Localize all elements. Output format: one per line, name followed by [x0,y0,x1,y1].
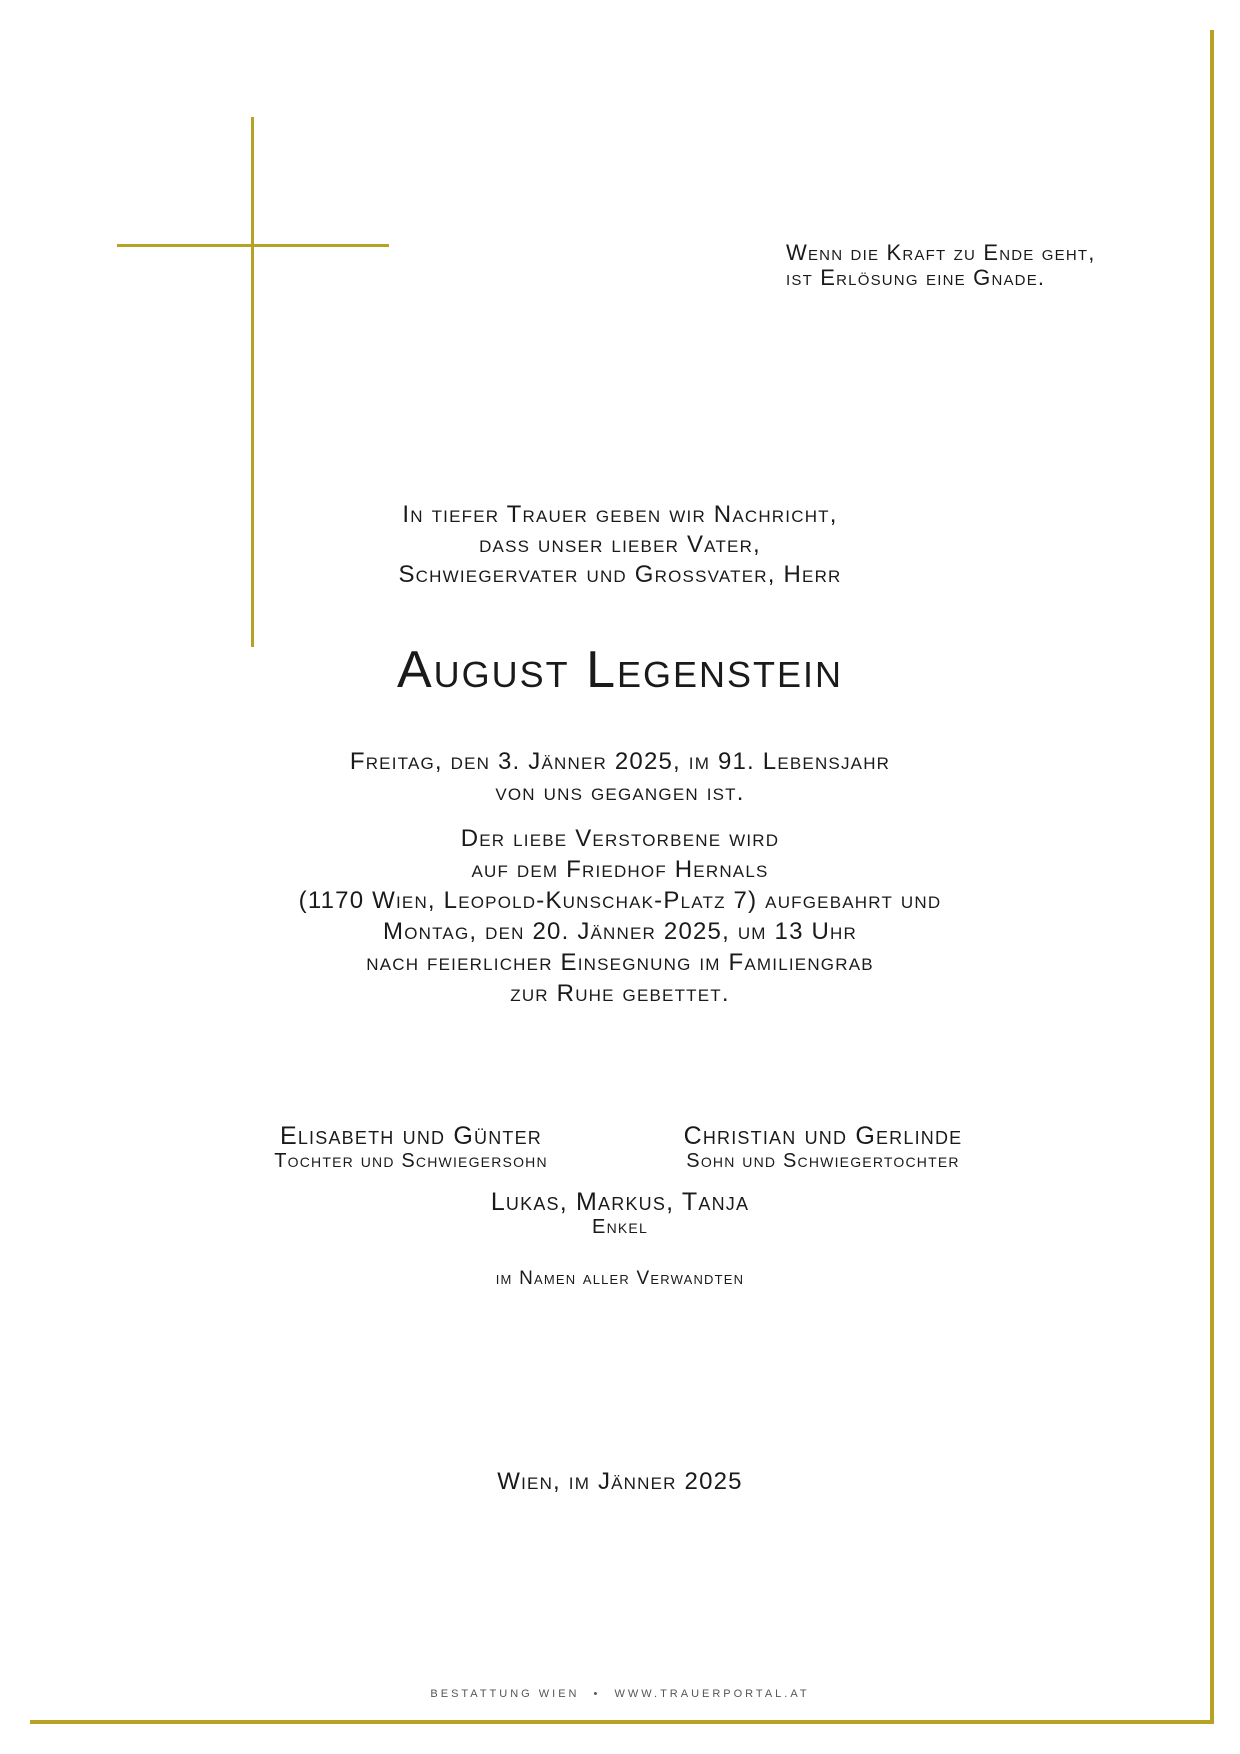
intro-line-1: In tiefer Trauer geben wir Nachricht, [402,501,838,528]
death-line-2: von uns gegangen ist. [495,779,745,806]
mourner-group-grandchildren [420,1188,820,1238]
intro-line-3: Schwiegervater und Grossvater, Herr [398,561,842,588]
burial-line-1: Der liebe Verstorbene wird [460,825,780,852]
burial-line-5: nach feierlicher Einsegnung im Familiengrab [366,949,874,976]
motto-line-1: Wenn die Kraft zu Ende geht, [786,240,1096,265]
footer-company: BESTATTUNG WIEN [430,1688,580,1700]
deceased-name: August Legenstein [396,641,844,699]
burial-line-6: zur Ruhe gebettet. [510,980,730,1007]
footer-separator: • [593,1688,601,1700]
announcement-intro [0,500,1240,590]
relatives-note: im Namen aller Verwandten [495,1268,745,1289]
cross-icon-horizontal-bar [117,244,389,247]
mourner-relation: Enkel [592,1216,648,1238]
mourner-group-son [623,1122,1023,1172]
footer-credit [0,1688,1240,1700]
place-and-date: Wien, im Jänner 2025 [497,1468,743,1495]
footer-website: WWW.TRAUERPORTAL.AT [614,1688,810,1700]
death-line-1: Freitag, den 3. Jänner 2025, im 91. Lebensjahr [349,748,891,775]
burial-line-2: auf dem Friedhof Hernals [471,856,769,883]
motto-line-2: ist Erlösung eine Gnade. [786,265,1046,290]
burial-details [0,823,1240,1009]
death-statement [0,746,1240,808]
mourner-relation: Tochter und Schwiegersohn [274,1150,548,1172]
mourner-name: Lukas, Markus, Tanja [490,1188,750,1216]
burial-line-3: (1170 Wien, Leopold-Kunschak-Platz 7) aufgebahrt und [298,887,942,914]
bottom-border-line [30,1720,1214,1724]
mourner-relation: Sohn und Schwiegertochter [686,1150,960,1172]
motto-quote [786,240,1096,290]
mourner-name: Elisabeth und Günter [279,1122,543,1150]
mourner-group-daughter [211,1122,611,1172]
intro-line-2: dass unser lieber Vater, [479,531,761,558]
burial-line-4: Montag, den 20. Jänner 2025, um 13 Uhr [383,918,857,945]
mourner-name: Christian und Gerlinde [683,1122,963,1150]
